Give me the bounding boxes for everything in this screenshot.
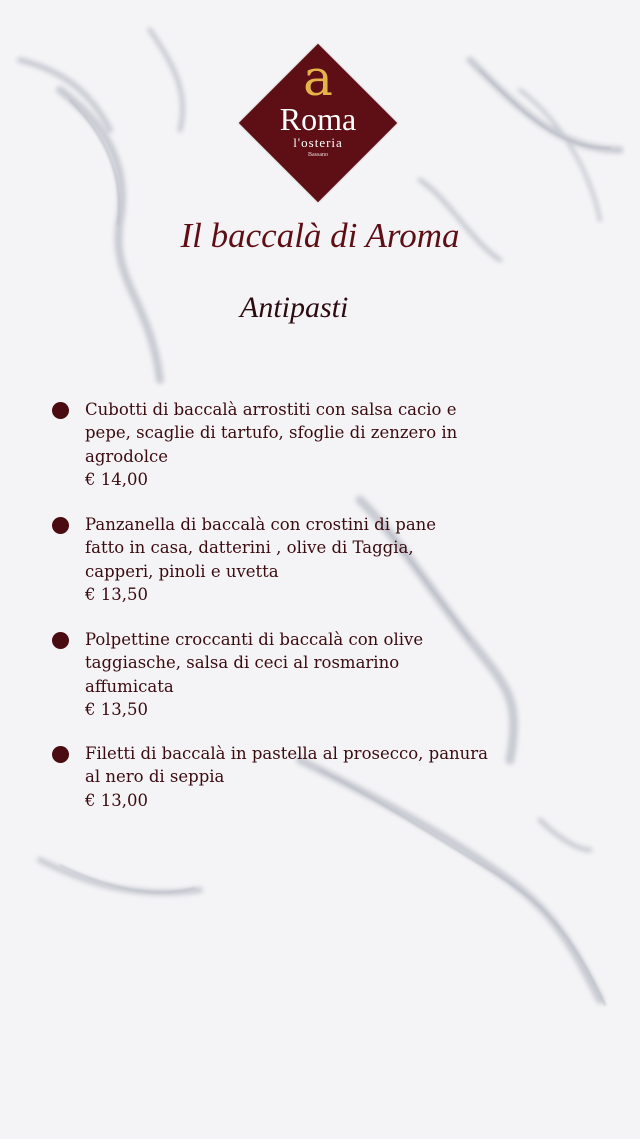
bullet-icon: [52, 746, 69, 763]
item-line: fatto in casa, datterini , olive di Taggia,: [85, 538, 414, 558]
item-line: al nero di seppia: [85, 767, 225, 787]
osteria-logo: [239, 44, 397, 202]
item-line: agrodolce: [85, 446, 168, 466]
item-line: Filetti di baccalà in pastella al prosecco, panura: [85, 744, 489, 763]
logo-letter: a: [303, 49, 333, 107]
item-price: € 13,50: [85, 584, 148, 604]
menu-title: Il baccalà di Aroma: [180, 216, 460, 255]
item-price: € 13,50: [85, 699, 148, 719]
bullet-icon: [52, 632, 69, 649]
bullet-icon: [52, 402, 69, 419]
logo-subtitle: l'osteria: [293, 135, 343, 150]
item-price: € 14,00: [85, 469, 148, 489]
item-line: Cubotti di baccalà arrostiti con salsa cacio e: [85, 400, 457, 419]
item-price: € 13,00: [85, 790, 148, 810]
item-line: Panzanella di baccalà con crostini di pane: [85, 515, 437, 534]
logo-place: Bassano: [308, 152, 328, 158]
item-line: pepe, scaglie di tartufo, sfoglie di zenzero in: [85, 423, 458, 443]
bullet-icon: [52, 517, 69, 534]
item-line: affumicata: [85, 676, 174, 696]
item-line: Polpettine croccanti di baccalà con olive: [85, 630, 424, 649]
logo-name: Roma: [279, 101, 357, 137]
item-line: capperi, pinoli e uvetta: [85, 561, 279, 581]
item-line: taggiasche, salsa di ceci al rosmarino: [85, 653, 400, 673]
section-title: Antipasti: [240, 291, 349, 324]
